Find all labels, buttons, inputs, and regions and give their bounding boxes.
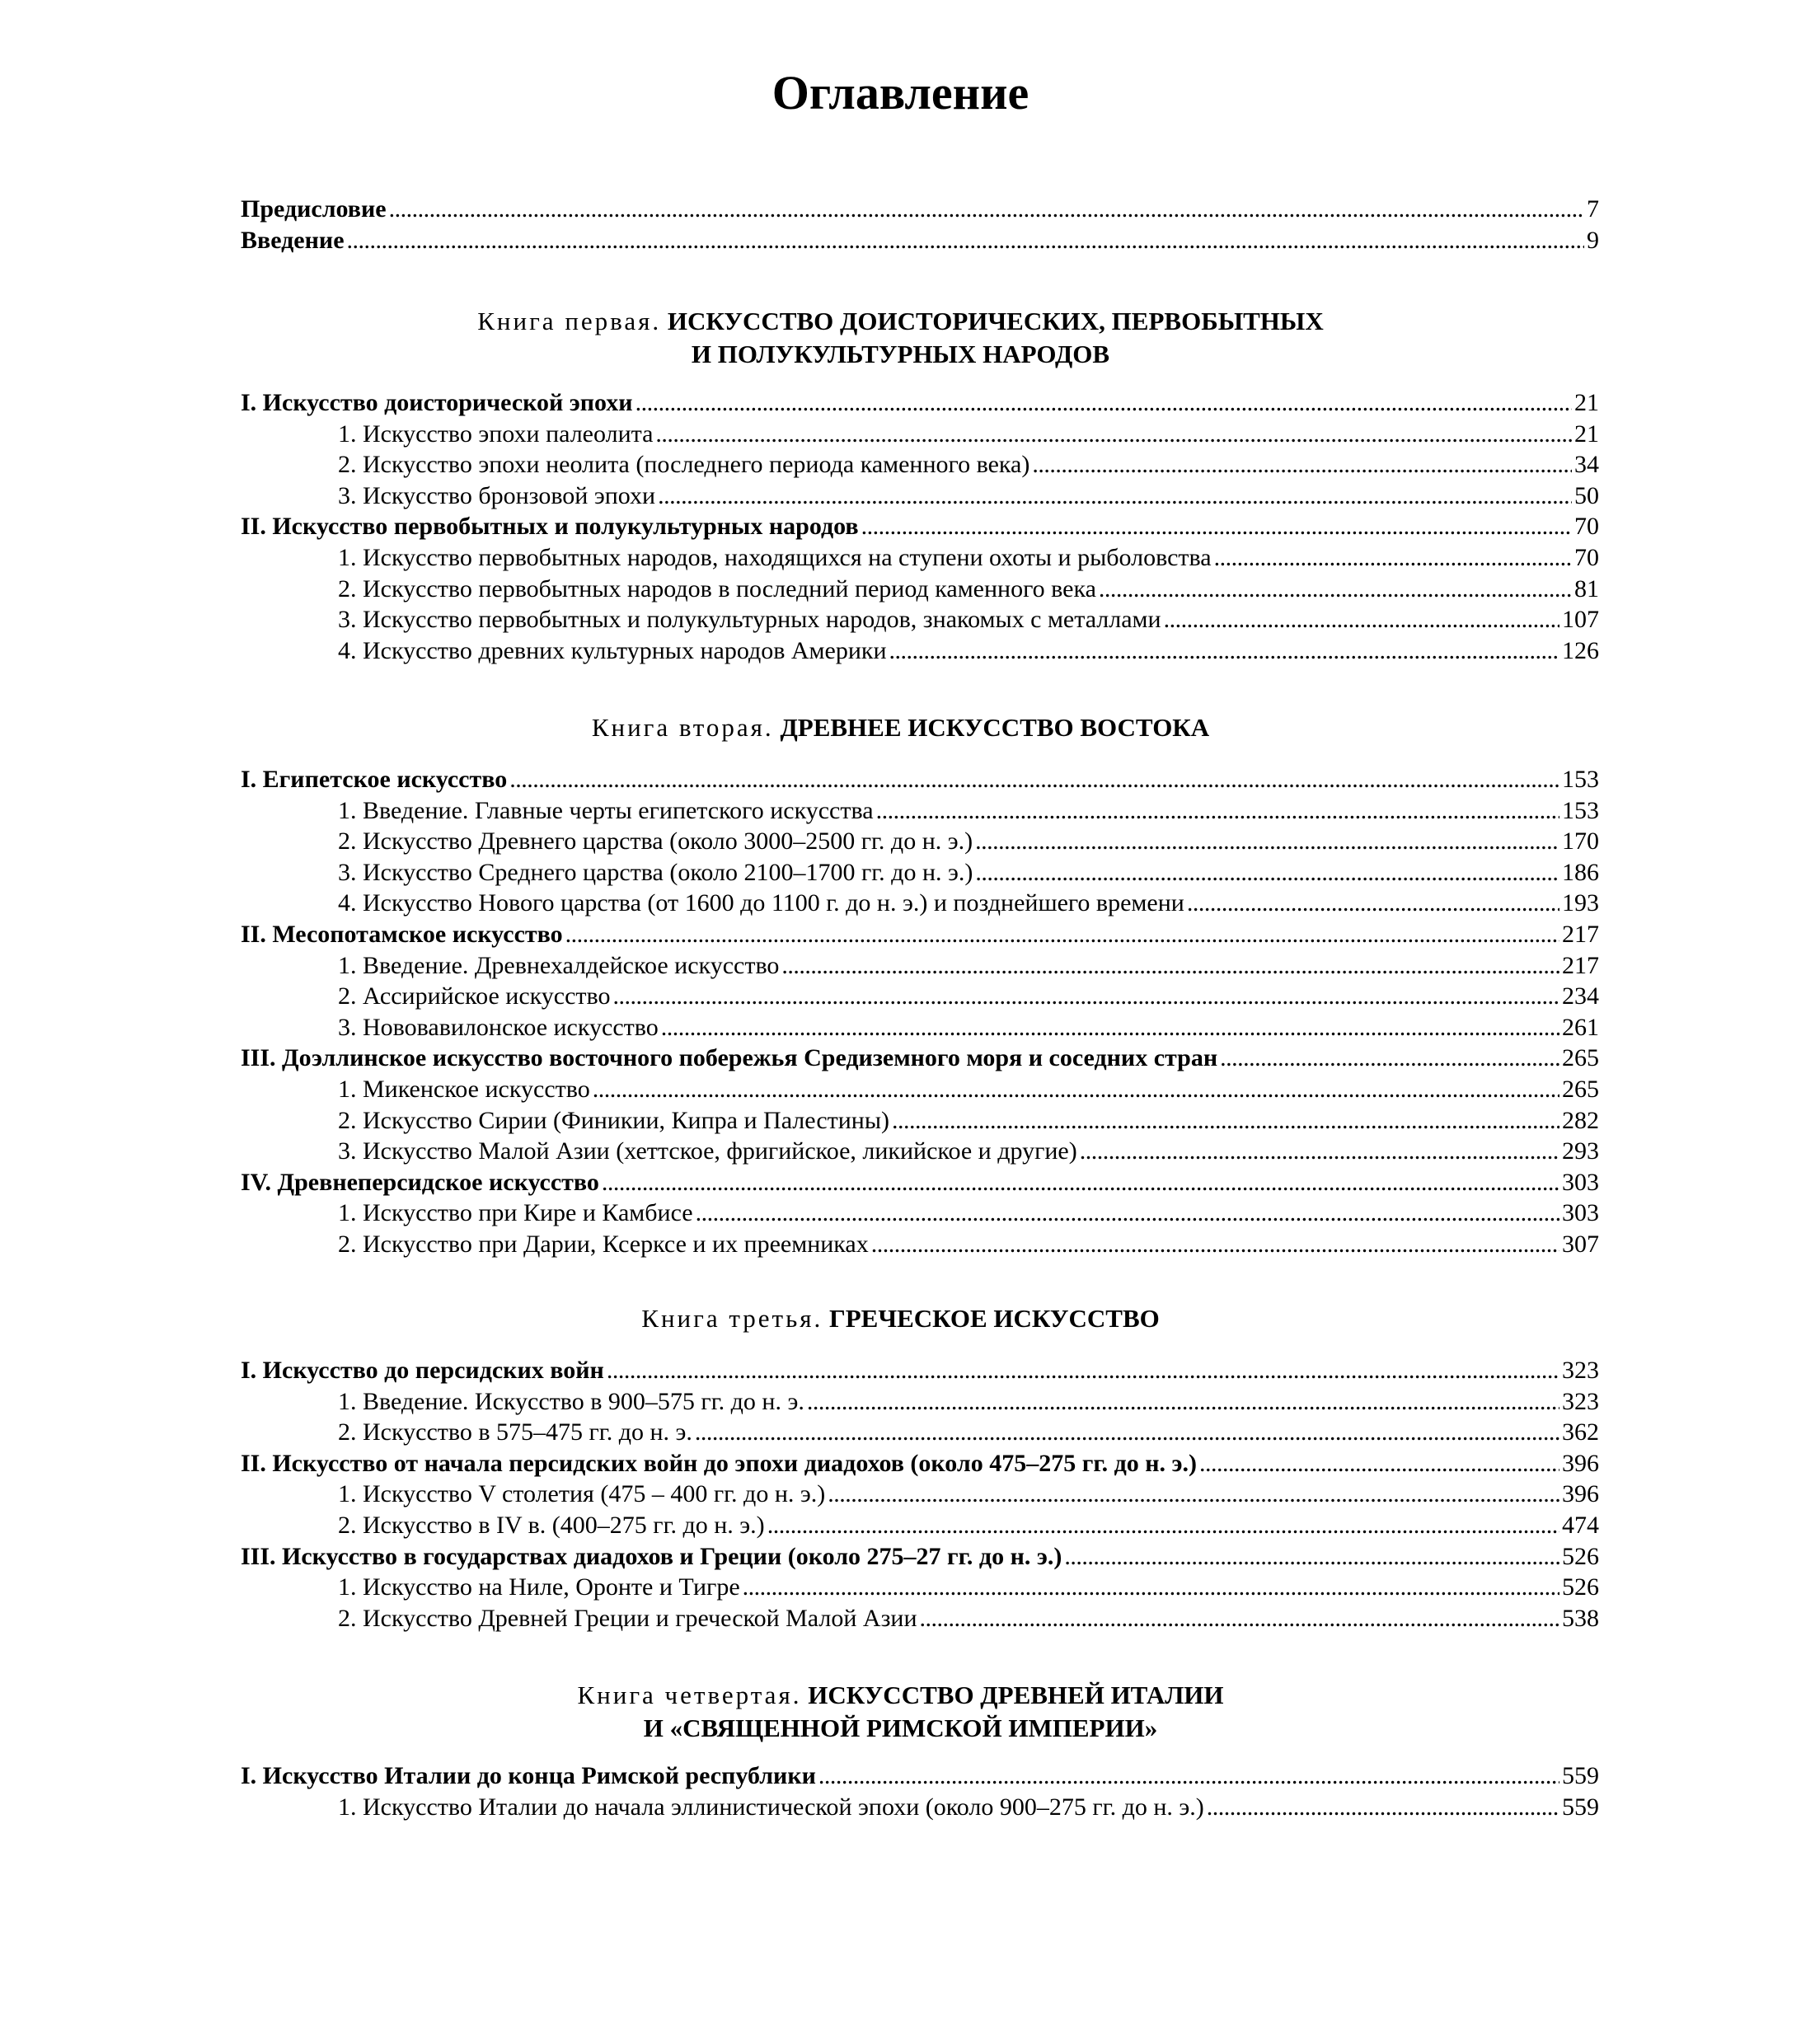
toc-entry-label: 1. Введение. Главные черты египетского искусства: [338, 796, 874, 824]
toc-entry-page: 34: [1574, 451, 1599, 479]
toc-entry[interactable]: [241, 1448, 1599, 1479]
toc-entry-label: 1. Микенское искусство: [338, 1075, 590, 1103]
toc-entry-page: 323: [1562, 1387, 1599, 1415]
toc-entry-label: III. Искусство в государствах диадохов и Греции (около 275–27 гг. до н. э.): [241, 1542, 1062, 1570]
book-title: ДРЕВНЕЕ ИСКУССТВО ВОСТОКА: [780, 713, 1210, 742]
toc-entry[interactable]: [241, 604, 1599, 635]
leader-dots: [1187, 888, 1559, 919]
book-2-entries: [241, 764, 1599, 1260]
toc-entry-label: II. Месопотамское искусство: [241, 920, 563, 948]
leader-dots: [347, 225, 1584, 256]
leader-dots: [975, 857, 1559, 888]
leader-dots: [655, 419, 1572, 450]
toc-entry[interactable]: [241, 574, 1599, 605]
toc-entry-page: 50: [1574, 481, 1599, 509]
leader-dots: [920, 1603, 1559, 1634]
toc-entry-label: 2. Искусство Древней Греции и греческой Малой Азии: [338, 1604, 917, 1632]
leader-dots: [607, 1355, 1559, 1386]
book-3-heading: [0, 1302, 1801, 1335]
toc-entry[interactable]: [241, 449, 1599, 481]
leader-dots: [807, 1386, 1559, 1418]
leader-dots: [661, 1012, 1559, 1043]
leader-dots: [892, 1105, 1559, 1137]
toc-entry[interactable]: [241, 1355, 1599, 1386]
toc-entry-label: 1. Искусство V столетия (475 – 400 гг. до н. э.): [338, 1480, 826, 1508]
leader-dots: [602, 1167, 1559, 1198]
toc-entry-label: 2. Искусство Древнего царства (около 3000–2500 гг. до н. э.): [338, 827, 973, 856]
toc-entry-page: 70: [1574, 543, 1599, 571]
toc-entry-label: 4. Искусство древних культурных народов Америки: [338, 636, 887, 664]
toc-entry-introduction[interactable]: [241, 225, 1599, 256]
leader-dots: [593, 1074, 1559, 1105]
toc-entry[interactable]: [241, 1572, 1599, 1603]
book-title-line2: И ПОЛУКУЛЬТУРНЫХ НАРОДОВ: [691, 340, 1110, 368]
toc-entry-label: 2. Искусство в IV в. (400–275 гг. до н. э.): [338, 1511, 765, 1539]
toc-entry[interactable]: [241, 635, 1599, 667]
toc-entry-page: 81: [1574, 574, 1599, 602]
leader-dots: [828, 1479, 1559, 1510]
toc-entry-page: 265: [1562, 1075, 1599, 1103]
leader-dots: [1164, 604, 1559, 635]
leader-dots: [781, 950, 1559, 982]
toc-entry-label: 2. Искусство эпохи неолита (последнего периода каменного века): [338, 451, 1030, 479]
book-prefix: Книга четвертая.: [577, 1681, 802, 1709]
toc-entry-page: 153: [1562, 766, 1599, 793]
toc-entry-page: 7: [1587, 195, 1599, 223]
toc-entry-page: 186: [1562, 858, 1599, 886]
toc-entry[interactable]: [241, 981, 1599, 1012]
book-1-heading: [0, 305, 1801, 371]
leader-dots: [743, 1572, 1559, 1603]
toc-entry[interactable]: [241, 888, 1599, 919]
toc-entry-label: 1. Введение. Искусство в 900–575 гг. до н. э.: [338, 1387, 804, 1415]
toc-entry-label: Введение: [241, 226, 345, 254]
toc-entry-label: Предисловие: [241, 195, 387, 223]
toc-entry-page: 70: [1574, 513, 1599, 541]
toc-entry[interactable]: [241, 1043, 1599, 1074]
toc-entry-page: 170: [1562, 827, 1599, 856]
toc-entry-page: 303: [1562, 1199, 1599, 1227]
toc-entry[interactable]: [241, 1541, 1599, 1573]
leader-dots: [1099, 574, 1572, 605]
toc-entry[interactable]: [241, 1417, 1599, 1448]
toc-entry-page: 362: [1562, 1418, 1599, 1446]
leader-dots: [767, 1510, 1559, 1541]
toc-entry-label: 2. Ассирийское искусство: [338, 982, 611, 1010]
toc-entry[interactable]: [241, 1074, 1599, 1105]
toc-entry-label: 2. Искусство первобытных народов в последний период каменного века: [338, 574, 1096, 602]
leader-dots: [695, 1417, 1559, 1448]
toc-entry-label: III. Доэллинское искусство восточного побережья Средиземного моря и соседних стран: [241, 1044, 1218, 1072]
toc-entry-page: 21: [1574, 420, 1599, 448]
toc-entry-label: 2. Искусство при Дарии, Ксерксе и их преемниках: [338, 1230, 869, 1258]
toc-entry-label: 1. Искусство Италии до начала эллинистической эпохи (около 900–275 гг. до н. э.): [338, 1793, 1204, 1821]
toc-entry-label: 2. Искусство Сирии (Финикии, Кипра и Палестины): [338, 1106, 889, 1134]
toc-entry-label: 3. Искусство первобытных и полукультурных народов, знакомых с металлами: [338, 606, 1161, 634]
toc-entry-page: 559: [1562, 1793, 1599, 1821]
book-title-line2: И «СВЯЩЕННОЙ РИМСКОЙ ИМПЕРИИ»: [643, 1713, 1158, 1742]
toc-entry-label: 2. Искусство в 575–475 гг. до н. э.: [338, 1418, 692, 1446]
toc-entry[interactable]: [241, 542, 1599, 574]
toc-entry-page: 396: [1562, 1480, 1599, 1508]
toc-entry-page: 474: [1562, 1511, 1599, 1539]
toc-entry-label: I. Искусство Италии до конца Римской республики: [241, 1762, 816, 1789]
leader-dots: [612, 981, 1559, 1012]
leader-dots: [1214, 542, 1572, 574]
leader-dots: [861, 511, 1572, 542]
toc-entry-page: 126: [1562, 636, 1599, 664]
toc-entry-label: II. Искусство первобытных и полукультурных народов: [241, 513, 859, 541]
leader-dots: [696, 1198, 1559, 1229]
toc-entry[interactable]: [241, 1479, 1599, 1510]
book-4-heading: [0, 1679, 1801, 1745]
toc-entry-page: 217: [1562, 951, 1599, 979]
toc-entry[interactable]: [241, 387, 1599, 419]
leader-dots: [876, 795, 1559, 827]
toc-entry-label: I. Искусство доисторической эпохи: [241, 389, 633, 416]
book-1-entries: [241, 387, 1599, 666]
toc-entry-label: 3. Искусство Малой Азии (хеттское, фригийское, ликийское и другие): [338, 1137, 1077, 1165]
toc-entry[interactable]: [241, 795, 1599, 827]
toc-entry-label: 1. Введение. Древнехалдейское искусство: [338, 951, 780, 979]
leader-dots: [1032, 449, 1572, 481]
book-prefix: Книга вторая.: [591, 713, 774, 742]
leader-dots: [565, 919, 1559, 950]
toc-entry-page: 265: [1562, 1044, 1599, 1072]
toc-entry-page: 21: [1574, 389, 1599, 416]
leader-dots: [1220, 1043, 1559, 1074]
toc-entry[interactable]: [241, 1229, 1599, 1260]
toc-entry-page: 538: [1562, 1604, 1599, 1632]
toc-entry-page: 107: [1562, 606, 1599, 634]
toc-entry-page: 261: [1562, 1013, 1599, 1041]
leader-dots: [1207, 1792, 1559, 1823]
toc-entry-label: 3. Искусство Среднего царства (около 2100–1700 гг. до н. э.): [338, 858, 973, 886]
toc-entry[interactable]: [241, 826, 1599, 857]
book-3-entries: [241, 1355, 1599, 1634]
toc-entry-page: 303: [1562, 1168, 1599, 1196]
toc-entry[interactable]: [241, 764, 1599, 795]
toc-entry-page: 234: [1562, 982, 1599, 1010]
leader-dots: [1080, 1136, 1559, 1167]
toc-entry[interactable]: [241, 1105, 1599, 1137]
leader-dots: [1064, 1541, 1559, 1573]
leader-dots: [1199, 1448, 1559, 1479]
toc-entry-page: 217: [1562, 920, 1599, 948]
toc-entry[interactable]: [241, 919, 1599, 950]
toc-entry-label: II. Искусство от начала персидских войн до эпохи диадохов (около 475–275 гг. до н. э.): [241, 1449, 1198, 1477]
toc-entry-page: 153: [1562, 796, 1599, 824]
toc-entry-page: 307: [1562, 1230, 1599, 1258]
toc-entry[interactable]: [241, 1167, 1599, 1198]
toc-entry-label: 1. Искусство при Кире и Камбисе: [338, 1199, 693, 1227]
toc-entry-label: I. Египетское искусство: [241, 766, 508, 793]
book-prefix: Книга первая.: [477, 307, 662, 335]
toc-entry[interactable]: [241, 1760, 1599, 1792]
toc-entry[interactable]: [241, 1012, 1599, 1043]
toc-entry-label: 3. Искусство бронзовой эпохи: [338, 481, 656, 509]
toc-entry-page: 559: [1562, 1762, 1599, 1789]
toc-entry-label: 1. Искусство на Ниле, Оронте и Тигре: [338, 1573, 740, 1601]
toc-entry[interactable]: [241, 857, 1599, 888]
leader-dots: [658, 481, 1572, 512]
book-2-heading: [0, 711, 1801, 744]
toc-entry-label: 1. Искусство эпохи палеолита: [338, 420, 654, 448]
book-4-entries: [241, 1760, 1599, 1822]
toc-entry[interactable]: [241, 1386, 1599, 1418]
toc-entry-page: 293: [1562, 1137, 1599, 1165]
leader-dots: [389, 194, 1584, 225]
leader-dots: [871, 1229, 1559, 1260]
toc-entry[interactable]: [241, 481, 1599, 512]
toc-entry-label: 1. Искусство первобытных народов, находящихся на ступени охоты и рыболовства: [338, 543, 1212, 571]
book-prefix: Книга третья.: [641, 1304, 823, 1333]
leader-dots: [889, 635, 1559, 667]
leader-dots: [975, 826, 1559, 857]
book-title: ИСКУССТВО ДРЕВНЕЙ ИТАЛИИ: [808, 1681, 1224, 1709]
front-matter: [241, 194, 1599, 256]
toc-entry[interactable]: [241, 419, 1599, 450]
toc-entry[interactable]: [241, 511, 1599, 542]
toc-entry[interactable]: [241, 1510, 1599, 1541]
leader-dots: [509, 764, 1559, 795]
book-title: ИСКУССТВО ДОИСТОРИЧЕСКИХ, ПЕРВОБЫТНЫХ: [667, 307, 1324, 335]
toc-entry[interactable]: [241, 1792, 1599, 1823]
book-title: ГРЕЧЕСКОЕ ИСКУССТВО: [828, 1304, 1160, 1333]
toc-entry-page: 526: [1562, 1573, 1599, 1601]
toc-entry-page: 9: [1587, 226, 1599, 254]
toc-entry-label: 3. Нововавилонское искусство: [338, 1013, 659, 1041]
toc-entry-page: 282: [1562, 1106, 1599, 1134]
toc-entry[interactable]: [241, 1603, 1599, 1634]
toc-entry-page: 396: [1562, 1449, 1599, 1477]
leader-dots: [636, 387, 1572, 419]
leader-dots: [818, 1760, 1559, 1792]
toc-entry-label: 4. Искусство Нового царства (от 1600 до 1100 г. до н. э.) и позднейшего времени: [338, 889, 1184, 917]
toc-entry-page: 193: [1562, 889, 1599, 917]
toc-entry-label: I. Искусство до персидских войн: [241, 1357, 604, 1384]
toc-entry-preface[interactable]: [241, 194, 1599, 225]
toc-entry-page: 526: [1562, 1542, 1599, 1570]
toc-entry[interactable]: [241, 950, 1599, 982]
toc-entry[interactable]: [241, 1198, 1599, 1229]
toc-entry[interactable]: [241, 1136, 1599, 1167]
toc-entry-label: IV. Древнеперсидское искусство: [241, 1168, 599, 1196]
page-title: Оглавление: [772, 66, 1029, 120]
toc-entry-page: 323: [1562, 1357, 1599, 1384]
